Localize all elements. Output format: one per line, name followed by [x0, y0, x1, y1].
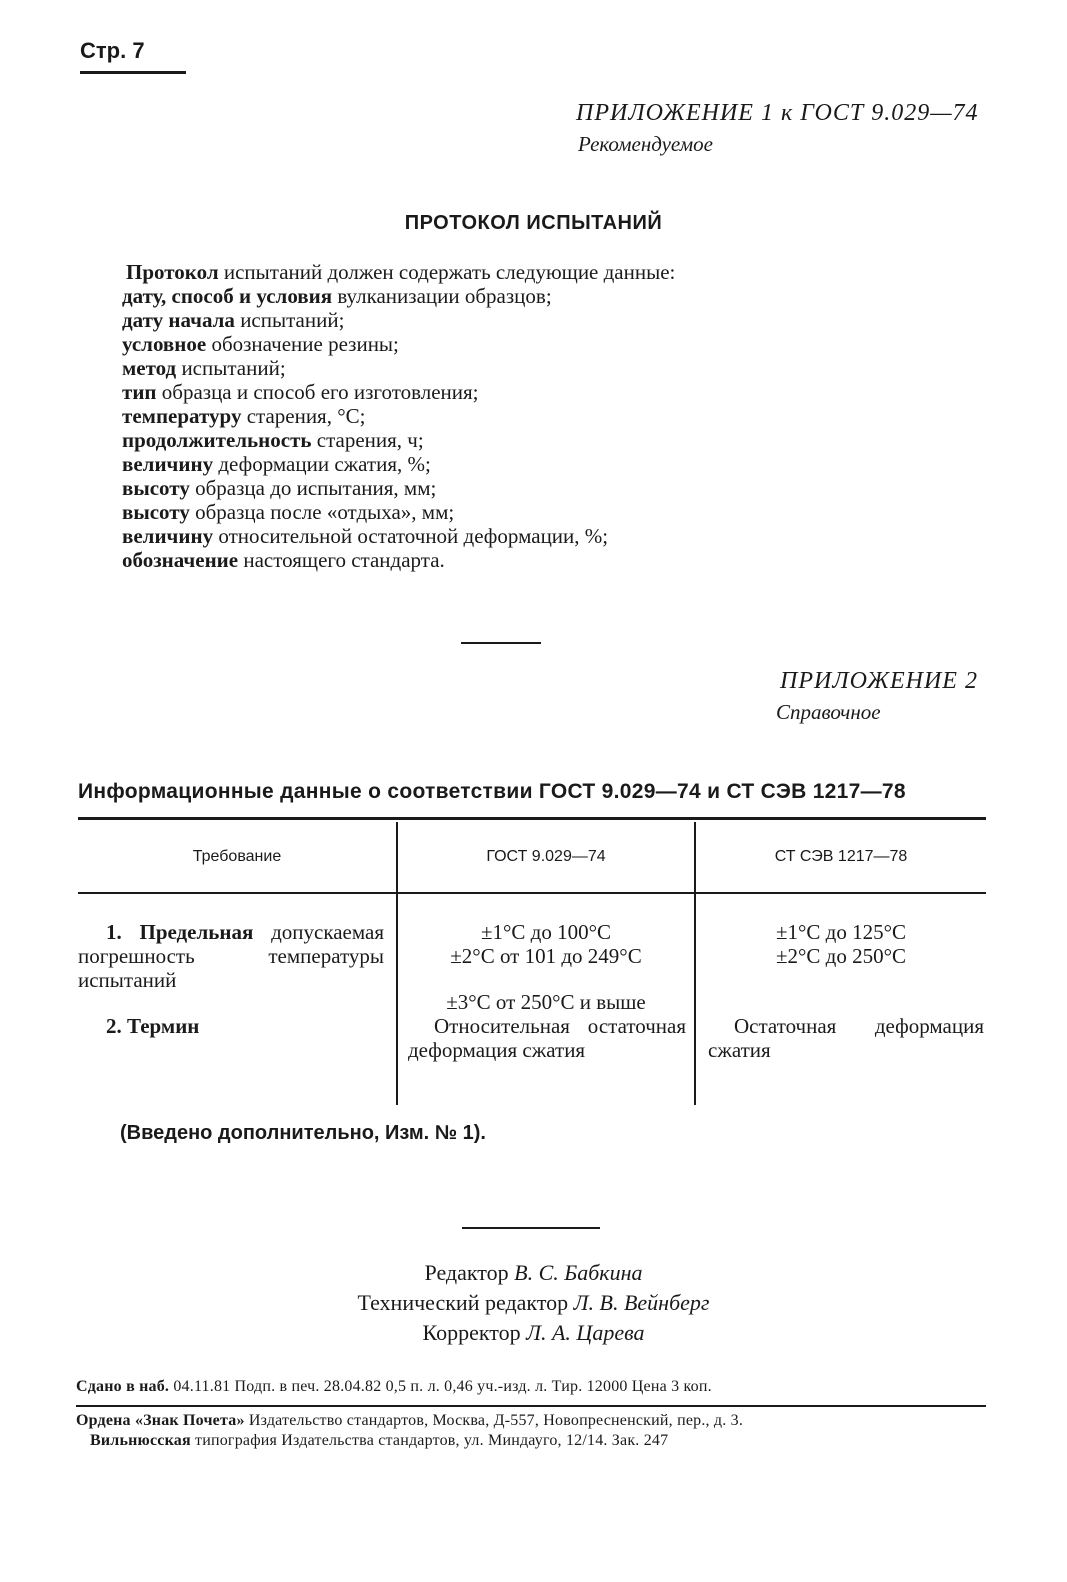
imprint-bold: Ордена «Знак Почета»	[76, 1412, 245, 1429]
amendment-note: (Введено дополнительно, Изм. № 1).	[120, 1122, 486, 1144]
list-item	[122, 476, 675, 500]
table-cell-sev-1	[696, 920, 986, 968]
table-header-rule	[78, 892, 986, 894]
credit-editor	[0, 1258, 1067, 1288]
imprint-text: Издательство стандартов, Москва, Д-557, Новопресненский, пер., д. 3.	[244, 1412, 744, 1429]
list-item-text: образца и способ его изготовления;	[156, 380, 479, 404]
protocol-intro	[122, 260, 675, 284]
gost-tolerance-line: ±2°С от 101 до 249°С	[450, 944, 642, 968]
protocol-heading: ПРОТОКОЛ ИСПЫТАНИЙ	[404, 212, 663, 234]
requirement-text: допускаемая погрешность температуры испытаний	[78, 920, 384, 992]
list-item-bold: величину	[122, 524, 214, 548]
requirement-bold: Предельная	[139, 920, 254, 944]
list-item	[122, 524, 675, 548]
credit-corrector	[0, 1318, 1067, 1348]
list-item-bold: условное	[122, 332, 207, 356]
protocol-intro-bold: Протокол	[126, 260, 219, 284]
list-item	[122, 284, 675, 308]
list-item	[122, 548, 675, 572]
page-number: Стр. 7	[80, 38, 145, 63]
credit-role: Корректор	[422, 1320, 521, 1345]
list-item-text: старения, °С;	[241, 404, 366, 428]
list-item-text: деформации сжатия, %;	[213, 452, 431, 476]
imprint-text: типография Издательства стандартов, ул. Миндауго, 12/14. Зак. 247	[190, 1432, 669, 1449]
list-item	[122, 356, 675, 380]
page-number-rule	[80, 71, 186, 74]
list-item-bold: температуру	[122, 404, 242, 428]
credit-role: Технический редактор	[357, 1290, 569, 1315]
list-item-bold: обозначение	[122, 548, 239, 572]
sev-tolerance-line: ±1°С до 125°С	[775, 920, 907, 944]
sev-tolerance-line: ±2°С до 250°С	[775, 944, 907, 968]
table-heading: Информационные данные о соответствии ГОСТ 9.029—74 и СТ СЭВ 1217—78	[78, 780, 906, 803]
table-header-sev: СТ СЭВ 1217—78	[774, 848, 908, 865]
protocol-list	[122, 260, 675, 572]
list-item-text: старения, ч;	[311, 428, 424, 452]
list-item-bold: высоту	[122, 476, 190, 500]
imprint-line-3	[90, 1432, 668, 1450]
list-item-text: относительной остаточной деформации, %;	[213, 524, 609, 548]
list-item	[122, 404, 675, 428]
protocol-intro-text: испытаний должен содержать следующие данные:	[218, 260, 676, 284]
list-item-bold: метод	[122, 356, 177, 380]
table-cell-gost-1	[398, 920, 694, 1014]
list-item	[122, 380, 675, 404]
list-item-bold: дату, способ и условия	[122, 284, 333, 308]
row-number: 1.	[106, 920, 122, 944]
table-cell-requirement-2	[106, 1014, 386, 1038]
appendix-1-subtitle: Рекомендуемое	[578, 132, 713, 156]
list-item	[122, 452, 675, 476]
credits	[0, 1258, 1067, 1348]
credit-person: Л. А. Царева	[526, 1320, 645, 1345]
list-item-text: образца после «отдыха», мм;	[189, 500, 455, 524]
list-item	[122, 308, 675, 332]
list-item-text: образца до испытания, мм;	[189, 476, 437, 500]
table-top-rule	[78, 817, 986, 820]
table-cell-requirement-1	[78, 920, 384, 992]
list-item-text: обозначение резины;	[206, 332, 399, 356]
imprint-bold: Вильнюсская	[90, 1432, 191, 1449]
imprint-text: 04.11.81 Подп. в печ. 28.04.82 0,5 п. л. 0,46 уч.-изд. л. Тир. 12000 Цена 3 коп.	[169, 1378, 712, 1395]
requirement-term: Термин	[127, 1014, 200, 1038]
list-item-text: настоящего стандарта.	[238, 548, 445, 572]
credit-tech-editor	[0, 1288, 1067, 1318]
gost-tolerance-line: ±1°С до 100°С	[480, 920, 612, 944]
credit-role: Редактор	[424, 1260, 509, 1285]
table-header-requirement: Требование	[192, 848, 282, 865]
imprint-rule	[76, 1405, 986, 1407]
section-divider	[461, 642, 541, 644]
list-item	[122, 332, 675, 356]
list-item	[122, 428, 675, 452]
imprint-line-1	[76, 1378, 712, 1396]
list-item-bold: высоту	[122, 500, 190, 524]
appendix-1-title: ПРИЛОЖЕНИЕ 1 к ГОСТ 9.029—74	[576, 100, 979, 126]
list-item-text: испытаний;	[234, 308, 345, 332]
row-number: 2.	[106, 1014, 122, 1038]
gost-tolerance-line: ±3°С от 250°С и выше	[446, 990, 646, 1014]
list-item-text: испытаний;	[176, 356, 286, 380]
list-item-bold: величину	[122, 452, 214, 476]
list-item-bold: дату начала	[122, 308, 235, 332]
credits-divider	[462, 1227, 600, 1229]
credit-person: Л. В. Вейнберг	[573, 1290, 710, 1315]
credit-person: В. С. Бабкина	[514, 1260, 643, 1285]
appendix-2-title: ПРИЛОЖЕНИЕ 2	[780, 668, 978, 694]
table-cell-sev-2: Остаточная деформация сжатия	[708, 1014, 984, 1062]
appendix-2-subtitle: Справочное	[776, 700, 881, 724]
list-item-bold: тип	[122, 380, 157, 404]
table-header-gost: ГОСТ 9.029—74	[486, 848, 606, 865]
table-cell-gost-2: Относительная остаточная деформация сжатия	[408, 1014, 686, 1062]
imprint-line-2	[76, 1412, 743, 1430]
imprint-bold: Сдано в наб.	[76, 1378, 170, 1395]
list-item-bold: продолжительность	[122, 428, 312, 452]
list-item	[122, 500, 675, 524]
list-item-text: вулканизации образцов;	[332, 284, 552, 308]
